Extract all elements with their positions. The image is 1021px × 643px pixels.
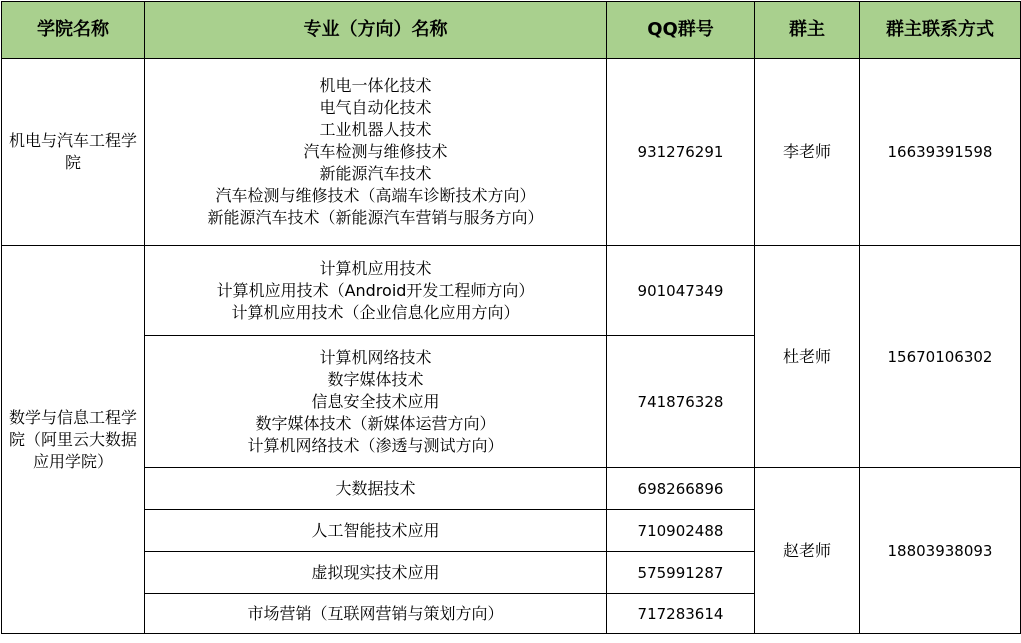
major-name: 新能源汽车技术（新能源汽车营销与服务方向） bbox=[207, 208, 544, 227]
college-name: 机电与汽车工程学院 bbox=[8, 131, 137, 172]
qq-number: 901047349 bbox=[607, 246, 755, 336]
major-name: 虚拟现实技术应用 bbox=[311, 562, 440, 582]
header-row bbox=[2, 2, 1021, 59]
major-name: 计算机网络技术 bbox=[319, 347, 432, 367]
qq-number: 575991287 bbox=[607, 552, 755, 594]
header-contact: 群主联系方式 bbox=[860, 2, 1021, 59]
major-name: 汽车检测与维修技术（高端车诊断技术方向） bbox=[215, 186, 536, 205]
major-name: 工业机器人技术 bbox=[319, 120, 432, 139]
qq-number: 717283614 bbox=[607, 594, 755, 634]
major-cell bbox=[145, 468, 607, 510]
qq-number: 931276291 bbox=[607, 59, 755, 246]
major-cell bbox=[145, 246, 607, 336]
qq-number: 710902488 bbox=[607, 510, 755, 552]
major-name: 数字媒体技术（新媒体运营方向） bbox=[255, 413, 496, 433]
group-owner: 李老师 bbox=[755, 59, 860, 246]
owner-contact: 18803938093 bbox=[860, 468, 1021, 634]
major-name: 信息安全技术应用 bbox=[311, 391, 440, 411]
major-name: 大数据技术 bbox=[335, 478, 416, 498]
qq-group-table bbox=[1, 1, 1021, 634]
major-name: 计算机应用技术 bbox=[319, 258, 432, 278]
major-name: 市场营销（互联网营销与策划方向） bbox=[247, 603, 504, 623]
header-owner: 群主 bbox=[755, 2, 860, 59]
major-name: 计算机应用技术（企业信息化应用方向） bbox=[231, 302, 520, 322]
table-row bbox=[2, 246, 1021, 336]
major-name: 数字媒体技术 bbox=[327, 369, 424, 389]
major-name: 机电一体化技术 bbox=[319, 76, 432, 95]
major-name: 电气自动化技术 bbox=[319, 98, 432, 117]
qq-number: 741876328 bbox=[607, 336, 755, 468]
college-cell bbox=[2, 59, 145, 246]
major-cell bbox=[145, 336, 607, 468]
table-row bbox=[2, 59, 1021, 246]
major-name: 计算机应用技术（Android开发工程师方向） bbox=[216, 280, 535, 300]
major-name: 人工智能技术应用 bbox=[311, 520, 440, 540]
owner-contact: 16639391598 bbox=[860, 59, 1021, 246]
table-row bbox=[2, 468, 1021, 510]
major-cell bbox=[145, 552, 607, 594]
header-qq: QQ群号 bbox=[607, 2, 755, 59]
owner-contact: 15670106302 bbox=[860, 246, 1021, 468]
header-major: 专业（方向）名称 bbox=[145, 2, 607, 59]
major-cell bbox=[145, 510, 607, 552]
major-name: 新能源汽车技术 bbox=[319, 164, 432, 183]
group-owner: 杜老师 bbox=[755, 246, 860, 468]
qq-number: 698266896 bbox=[607, 468, 755, 510]
college-cell bbox=[2, 246, 145, 634]
group-owner: 赵老师 bbox=[755, 468, 860, 634]
college-name: 数学与信息工程学院（阿里云大数据应用学院） bbox=[8, 407, 137, 471]
major-name: 汽车检测与维修技术 bbox=[303, 142, 448, 161]
major-cell bbox=[145, 59, 607, 246]
major-cell bbox=[145, 594, 607, 634]
major-name: 计算机网络技术（渗透与测试方向） bbox=[247, 435, 504, 455]
header-college: 学院名称 bbox=[2, 2, 145, 59]
